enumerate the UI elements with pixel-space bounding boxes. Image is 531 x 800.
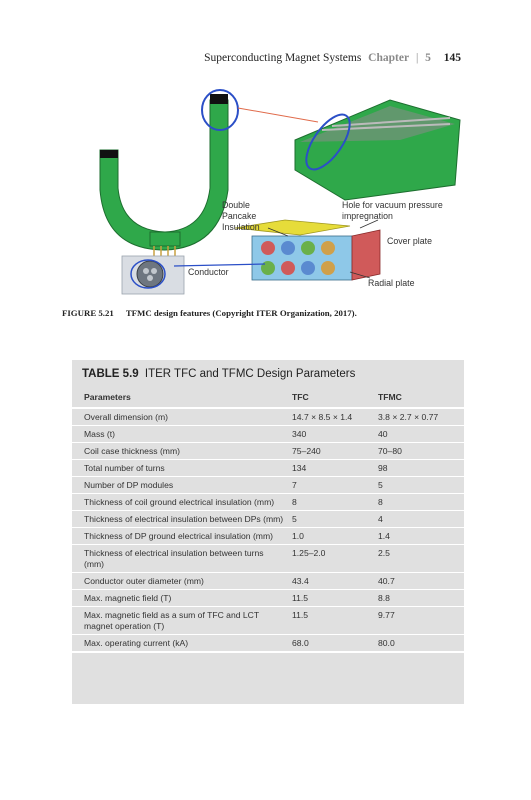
- cell-tfc: 134: [292, 460, 378, 477]
- running-head-title: Superconducting Magnet Systems: [204, 52, 362, 64]
- cell-parameter: Coil case thickness (mm): [72, 443, 292, 460]
- figure-illustration: [60, 80, 470, 300]
- figure-tfmc: [60, 80, 470, 300]
- parameters-table: [72, 388, 464, 653]
- cell-tfc: 8: [292, 494, 378, 511]
- column-header-tfc: TFC: [292, 388, 378, 408]
- table-row: [72, 545, 464, 573]
- table-title: [82, 368, 355, 380]
- table-row: [72, 443, 464, 460]
- running-head-chapter-number: 5: [425, 52, 431, 64]
- table-row: [72, 511, 464, 528]
- conductor-leader: [174, 264, 265, 266]
- cell-tfc: 11.5: [292, 590, 378, 607]
- cell-parameter: Conductor outer diameter (mm): [72, 573, 292, 590]
- table-row: [72, 528, 464, 545]
- cell-parameter: Max. magnetic field as a sum of TFC and LCT magnet operation (T): [72, 607, 292, 635]
- cell-tfc: 1.0: [292, 528, 378, 545]
- coil-section-image: [295, 100, 460, 200]
- figure-caption-number: FIGURE 5.21: [62, 308, 114, 318]
- page-number: 145: [443, 52, 461, 64]
- cell-tfmc: 80.0: [378, 635, 464, 653]
- table-row: [72, 635, 464, 653]
- cell-tfmc: 98: [378, 460, 464, 477]
- column-header-parameters: Parameters: [72, 388, 292, 408]
- table-row: [72, 426, 464, 443]
- cell-parameter: Thickness of coil ground electrical insulation (mm): [72, 494, 292, 511]
- cell-tfc: 7: [292, 477, 378, 494]
- cell-tfc: 14.7 × 8.5 × 1.4: [292, 408, 378, 426]
- table-row: [72, 460, 464, 477]
- running-head-separator: |: [415, 52, 419, 64]
- cell-parameter: Max. magnetic field (T): [72, 590, 292, 607]
- cell-tfmc: 5: [378, 477, 464, 494]
- table-row: [72, 477, 464, 494]
- leader-line: [238, 108, 318, 122]
- label-double-pancake-insulation: Double Pancake Insulation: [222, 200, 260, 232]
- cell-parameter: Total number of turns: [72, 460, 292, 477]
- figure-caption: [62, 308, 357, 318]
- cell-tfmc: 9.77: [378, 607, 464, 635]
- label-hole-vacuum-pressure: Hole for vacuum pressure impregnation: [342, 200, 443, 221]
- column-header-tfmc: TFMC: [378, 388, 464, 408]
- cell-tfmc: 4: [378, 511, 464, 528]
- table-row: [72, 607, 464, 635]
- table-title-text: ITER TFC and TFMC Design Parameters: [144, 368, 356, 380]
- table-row: [72, 573, 464, 590]
- cell-parameter: Thickness of electrical insulation between DPs (mm): [72, 511, 292, 528]
- figure-caption-text: TFMC design features (Copyright ITER Organization, 2017).: [125, 308, 357, 318]
- cell-tfmc: 40: [378, 426, 464, 443]
- table-row: [72, 408, 464, 426]
- running-head-chapter-label: Chapter: [368, 52, 410, 64]
- table-row: [72, 494, 464, 511]
- cell-tfc: 43.4: [292, 573, 378, 590]
- cell-parameter: Max. operating current (kA): [72, 635, 292, 653]
- cell-tfmc: 40.7: [378, 573, 464, 590]
- cell-tfmc: 2.5: [378, 545, 464, 573]
- cell-tfc: 1.25–2.0: [292, 545, 378, 573]
- cell-tfc: 68.0: [292, 635, 378, 653]
- label-radial-plate: Radial plate: [368, 278, 415, 288]
- table-row: [72, 590, 464, 607]
- cell-parameter: Overall dimension (m): [72, 408, 292, 426]
- coil-image: [100, 94, 228, 256]
- cell-tfc: 5: [292, 511, 378, 528]
- cell-tfmc: 3.8 × 2.7 × 0.77: [378, 408, 464, 426]
- cell-tfmc: 8.8: [378, 590, 464, 607]
- label-conductor: Conductor: [188, 267, 229, 277]
- table-header-row: [72, 388, 464, 408]
- parameters-table-box: [72, 360, 464, 704]
- running-head: [204, 52, 461, 64]
- cell-tfmc: 8: [378, 494, 464, 511]
- cell-parameter: Thickness of DP ground electrical insulation (mm): [72, 528, 292, 545]
- cell-tfmc: 70–80: [378, 443, 464, 460]
- cell-tfc: 11.5: [292, 607, 378, 635]
- cell-tfc: 340: [292, 426, 378, 443]
- label-cover-plate: Cover plate: [387, 236, 432, 246]
- cell-parameter: Mass (t): [72, 426, 292, 443]
- cell-parameter: Thickness of electrical insulation between turns (mm): [72, 545, 292, 573]
- cell-tfmc: 1.4: [378, 528, 464, 545]
- cell-parameter: Number of DP modules: [72, 477, 292, 494]
- table-number: TABLE 5.9: [82, 368, 139, 380]
- cell-tfc: 75–240: [292, 443, 378, 460]
